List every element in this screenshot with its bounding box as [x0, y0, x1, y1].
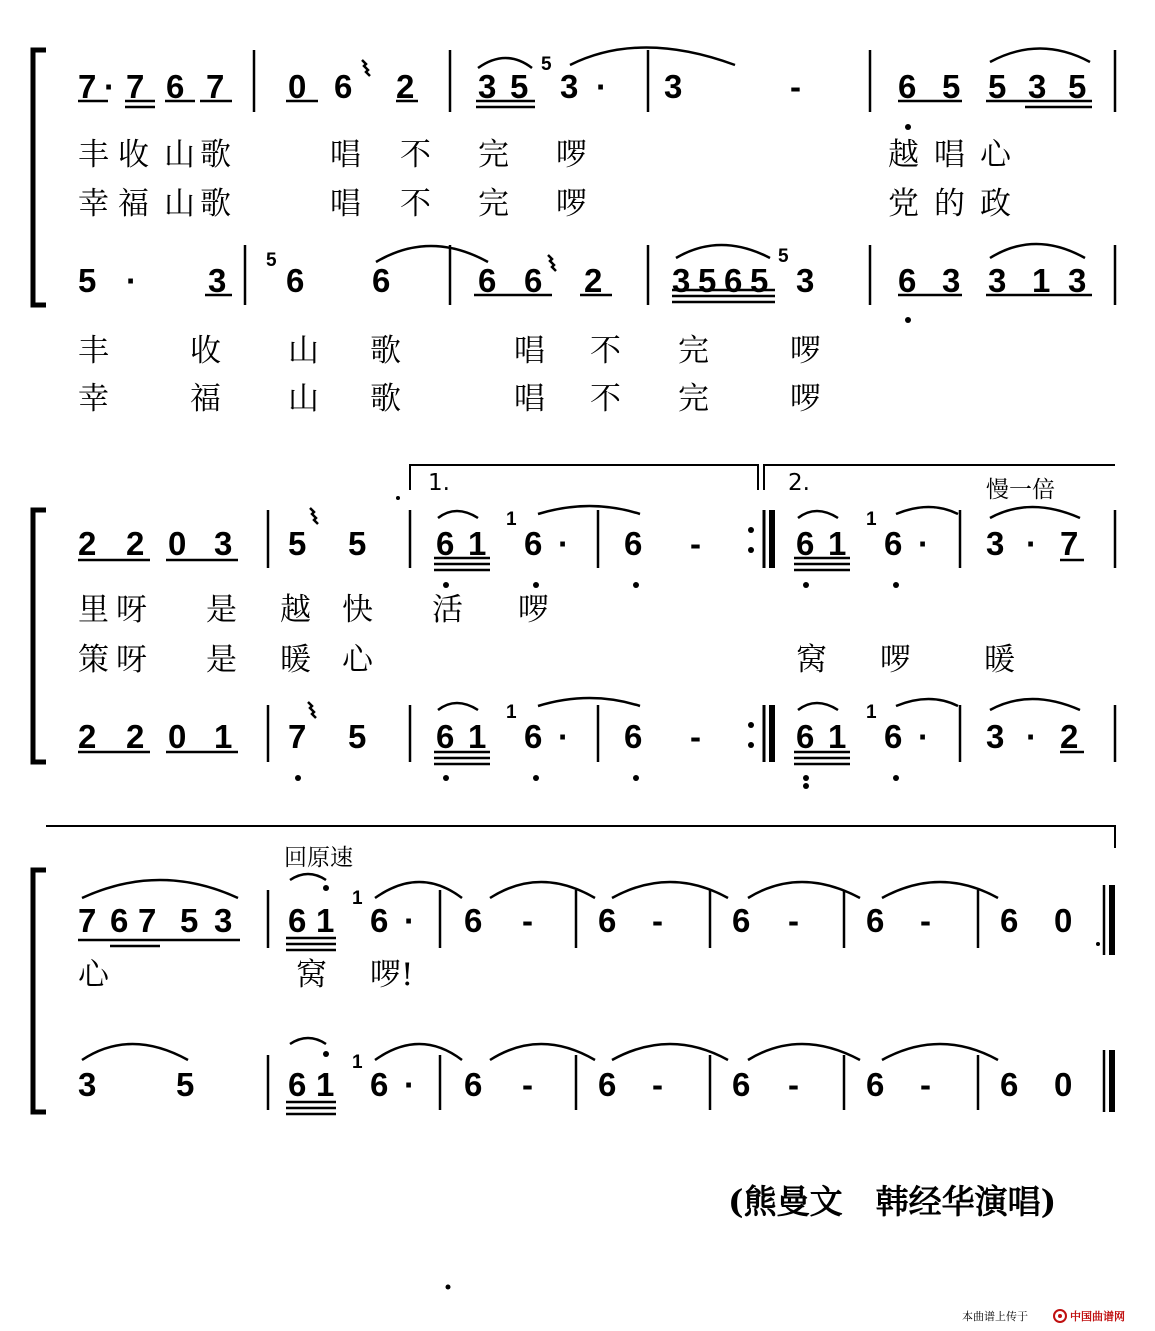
note: 6	[478, 262, 497, 299]
dash: -	[788, 902, 799, 939]
note: 1	[316, 1066, 335, 1103]
note-dot: ·	[918, 718, 929, 755]
lyric: 窝	[796, 642, 827, 678]
lyric: 心	[78, 957, 109, 993]
note: 1	[468, 525, 487, 562]
note-dot: ·	[104, 68, 115, 105]
note: 6	[732, 1066, 751, 1103]
lyric: 完	[478, 137, 509, 173]
note: 6	[1000, 902, 1019, 939]
lyric-line	[78, 592, 549, 628]
lyric: 心	[342, 642, 373, 678]
note: 6	[884, 525, 903, 562]
note: 6	[866, 1066, 885, 1103]
lyric-line	[78, 642, 1015, 678]
note: 1	[316, 902, 335, 939]
lyric: 山	[164, 137, 195, 173]
lyric: 暖	[984, 642, 1015, 678]
lyric: 歌	[370, 381, 401, 417]
note: 7	[288, 718, 307, 755]
note: 5	[176, 1066, 195, 1103]
note: 6	[110, 902, 129, 939]
lyric: 歌	[200, 186, 231, 222]
lyric: 快	[342, 592, 373, 628]
note: 6	[524, 718, 543, 755]
note: 6	[796, 718, 815, 755]
dash: -	[690, 718, 701, 755]
lyric: 的	[934, 186, 965, 222]
note: 7	[206, 68, 225, 105]
lyric-line	[78, 333, 821, 369]
lyric: 是	[206, 642, 237, 678]
note: 5	[510, 68, 529, 105]
note: 2	[396, 68, 415, 105]
note: 7	[78, 68, 97, 105]
system-bracket	[33, 50, 46, 305]
note: 6	[370, 902, 389, 939]
note: 3	[942, 262, 961, 299]
lyric: 歌	[370, 333, 401, 369]
note: 0	[168, 718, 187, 755]
grace-note: 5	[778, 246, 789, 267]
lyric: 不	[400, 186, 431, 222]
note: 2	[584, 262, 603, 299]
note: 6	[436, 718, 455, 755]
note: 6	[464, 1066, 483, 1103]
note: 1	[214, 718, 233, 755]
note: 6	[866, 902, 885, 939]
volta-2-label: 2.	[788, 470, 810, 496]
note: 6	[796, 525, 815, 562]
note: 6	[436, 525, 455, 562]
dash: -	[522, 902, 533, 939]
note: 2	[78, 718, 97, 755]
footer-uploaded-text: 本曲谱上传于	[962, 1310, 1028, 1323]
lyric: 越	[888, 137, 919, 173]
lyric: 幸	[78, 186, 109, 222]
note: 5	[1068, 68, 1087, 105]
note: 6	[288, 902, 307, 939]
note: 6	[624, 525, 643, 562]
note: 3	[214, 525, 233, 562]
lyric: 福	[118, 186, 149, 222]
lyric: 丰	[78, 333, 109, 369]
lyric: 呀	[116, 592, 147, 628]
note: 3	[1028, 68, 1047, 105]
lyric: 啰!	[370, 957, 414, 993]
note: 6	[1000, 1066, 1019, 1103]
dash: -	[920, 902, 931, 939]
note: 6	[524, 525, 543, 562]
dash: -	[652, 902, 663, 939]
grace-note: 1	[506, 702, 517, 723]
note: 6	[166, 68, 185, 105]
lyric: 不	[590, 381, 621, 417]
lyric: 不	[590, 333, 621, 369]
note: 7	[138, 902, 157, 939]
lyric-line	[78, 137, 1012, 173]
lyric: 丰	[78, 137, 109, 173]
note: 6	[334, 68, 353, 105]
note: 5	[78, 262, 97, 299]
lyric: 收	[118, 137, 149, 173]
grace-note: 1	[866, 509, 877, 530]
dash: -	[920, 1066, 931, 1103]
lyric: 里	[78, 592, 109, 628]
note: 7	[126, 68, 145, 105]
note: 6	[464, 902, 483, 939]
note: 3	[560, 68, 579, 105]
note: 3	[214, 902, 233, 939]
note: 6	[898, 68, 917, 105]
lyric: 唱	[514, 333, 545, 369]
note: 2	[126, 525, 145, 562]
dash: -	[790, 68, 801, 105]
lyric: 是	[206, 592, 237, 628]
note-dot: ·	[558, 525, 569, 562]
note-dot: ·	[404, 902, 415, 939]
lyric: 政	[980, 186, 1011, 222]
note: 2	[78, 525, 97, 562]
lyric: 唱	[330, 137, 361, 173]
grace-note: 1	[866, 702, 877, 723]
lyric: 唱	[514, 381, 545, 417]
lyric: 策	[78, 642, 109, 678]
note: 2	[1060, 718, 1079, 755]
note: 0	[168, 525, 187, 562]
note: 6	[288, 1066, 307, 1103]
note-dot: ·	[1026, 525, 1037, 562]
note: 6	[624, 718, 643, 755]
note-dot: ·	[558, 718, 569, 755]
lyric: 完	[678, 333, 709, 369]
note: 3	[986, 718, 1005, 755]
site-logo-icon	[1054, 1310, 1066, 1322]
grace-note: 1	[352, 1052, 363, 1073]
lyric: 歌	[200, 137, 231, 173]
lyric: 完	[678, 381, 709, 417]
lyric-line	[78, 381, 821, 417]
volta-1-label: 1.	[428, 470, 450, 496]
note: 3	[208, 262, 227, 299]
footer-site-name: 中国曲谱网	[1070, 1310, 1125, 1323]
note: 1	[468, 718, 487, 755]
grace-note: 5	[541, 54, 552, 75]
note: 7	[1060, 525, 1079, 562]
lyric: 收	[190, 333, 221, 369]
grace-note: 5	[266, 250, 277, 271]
lyric: 党	[888, 186, 919, 222]
dash: -	[788, 1066, 799, 1103]
note-dot: ·	[1026, 718, 1037, 755]
lyric-line	[78, 186, 1011, 222]
dash: -	[690, 525, 701, 562]
lyric: 山	[288, 381, 319, 417]
note: 1	[828, 525, 847, 562]
note-dot: ·	[918, 525, 929, 562]
lyric: 啰	[880, 642, 911, 678]
note: 6	[370, 1066, 389, 1103]
lyric: 完	[478, 186, 509, 222]
note: 3	[664, 68, 683, 105]
tempo-marking: 慢一倍	[986, 477, 1055, 503]
lyric: 山	[288, 333, 319, 369]
note: 6	[598, 1066, 617, 1103]
note: 6	[598, 902, 617, 939]
dash: -	[652, 1066, 663, 1103]
note: 3	[478, 68, 497, 105]
lyric: 啰	[518, 592, 549, 628]
lyric: 啰	[556, 137, 587, 173]
note: 3	[796, 262, 815, 299]
note: 3	[988, 262, 1007, 299]
lyric-line	[78, 957, 413, 993]
system-bracket	[33, 870, 46, 1112]
note: 5	[988, 68, 1007, 105]
note: 6	[884, 718, 903, 755]
note: 0	[1054, 1066, 1073, 1103]
note: 2	[126, 718, 145, 755]
lyric: 窝	[296, 957, 327, 993]
lyric: 幸	[78, 381, 109, 417]
note: 6	[524, 262, 543, 299]
note: 6	[898, 262, 917, 299]
note: 5	[288, 525, 307, 562]
note: 1	[828, 718, 847, 755]
note: 5	[180, 902, 199, 939]
note: 5	[750, 262, 769, 299]
system-bracket	[33, 510, 46, 762]
dash: -	[522, 1066, 533, 1103]
lyric: 啰	[790, 333, 821, 369]
note: 6	[286, 262, 305, 299]
lyric: 呀	[116, 642, 147, 678]
note: 3	[672, 262, 691, 299]
lyric: 福	[190, 381, 221, 417]
lyric: 不	[400, 137, 431, 173]
lyric: 唱	[330, 186, 361, 222]
lyric: 唱	[934, 137, 965, 173]
lyric: 啰	[790, 381, 821, 417]
lyric: 啰	[556, 186, 587, 222]
lyric: 越	[280, 592, 311, 628]
note: 5	[348, 718, 367, 755]
note-dot: ·	[404, 1066, 415, 1103]
grace-note: 1	[506, 509, 517, 530]
note: 5	[942, 68, 961, 105]
note: 0	[1054, 902, 1073, 939]
note: 3	[78, 1066, 97, 1103]
note: 6	[724, 262, 743, 299]
note: 3	[986, 525, 1005, 562]
note: 7	[78, 902, 97, 939]
lyric: 山	[164, 186, 195, 222]
note: 1	[1032, 262, 1051, 299]
note: 5	[348, 525, 367, 562]
lyric: 心	[980, 137, 1011, 173]
performer-credit: (熊曼文 韩经华演唱)	[728, 1182, 1057, 1221]
lyric: 暖	[280, 642, 311, 678]
note: 6	[372, 262, 391, 299]
tempo-marking: 回原速	[284, 845, 353, 871]
note-dot: ·	[596, 68, 607, 105]
lyric: 活	[432, 592, 463, 628]
note: 3	[1068, 262, 1087, 299]
note: 6	[732, 902, 751, 939]
note: 5	[698, 262, 717, 299]
grace-note: 1	[352, 888, 363, 909]
note-dot: ·	[126, 262, 137, 299]
note: 0	[288, 68, 307, 105]
